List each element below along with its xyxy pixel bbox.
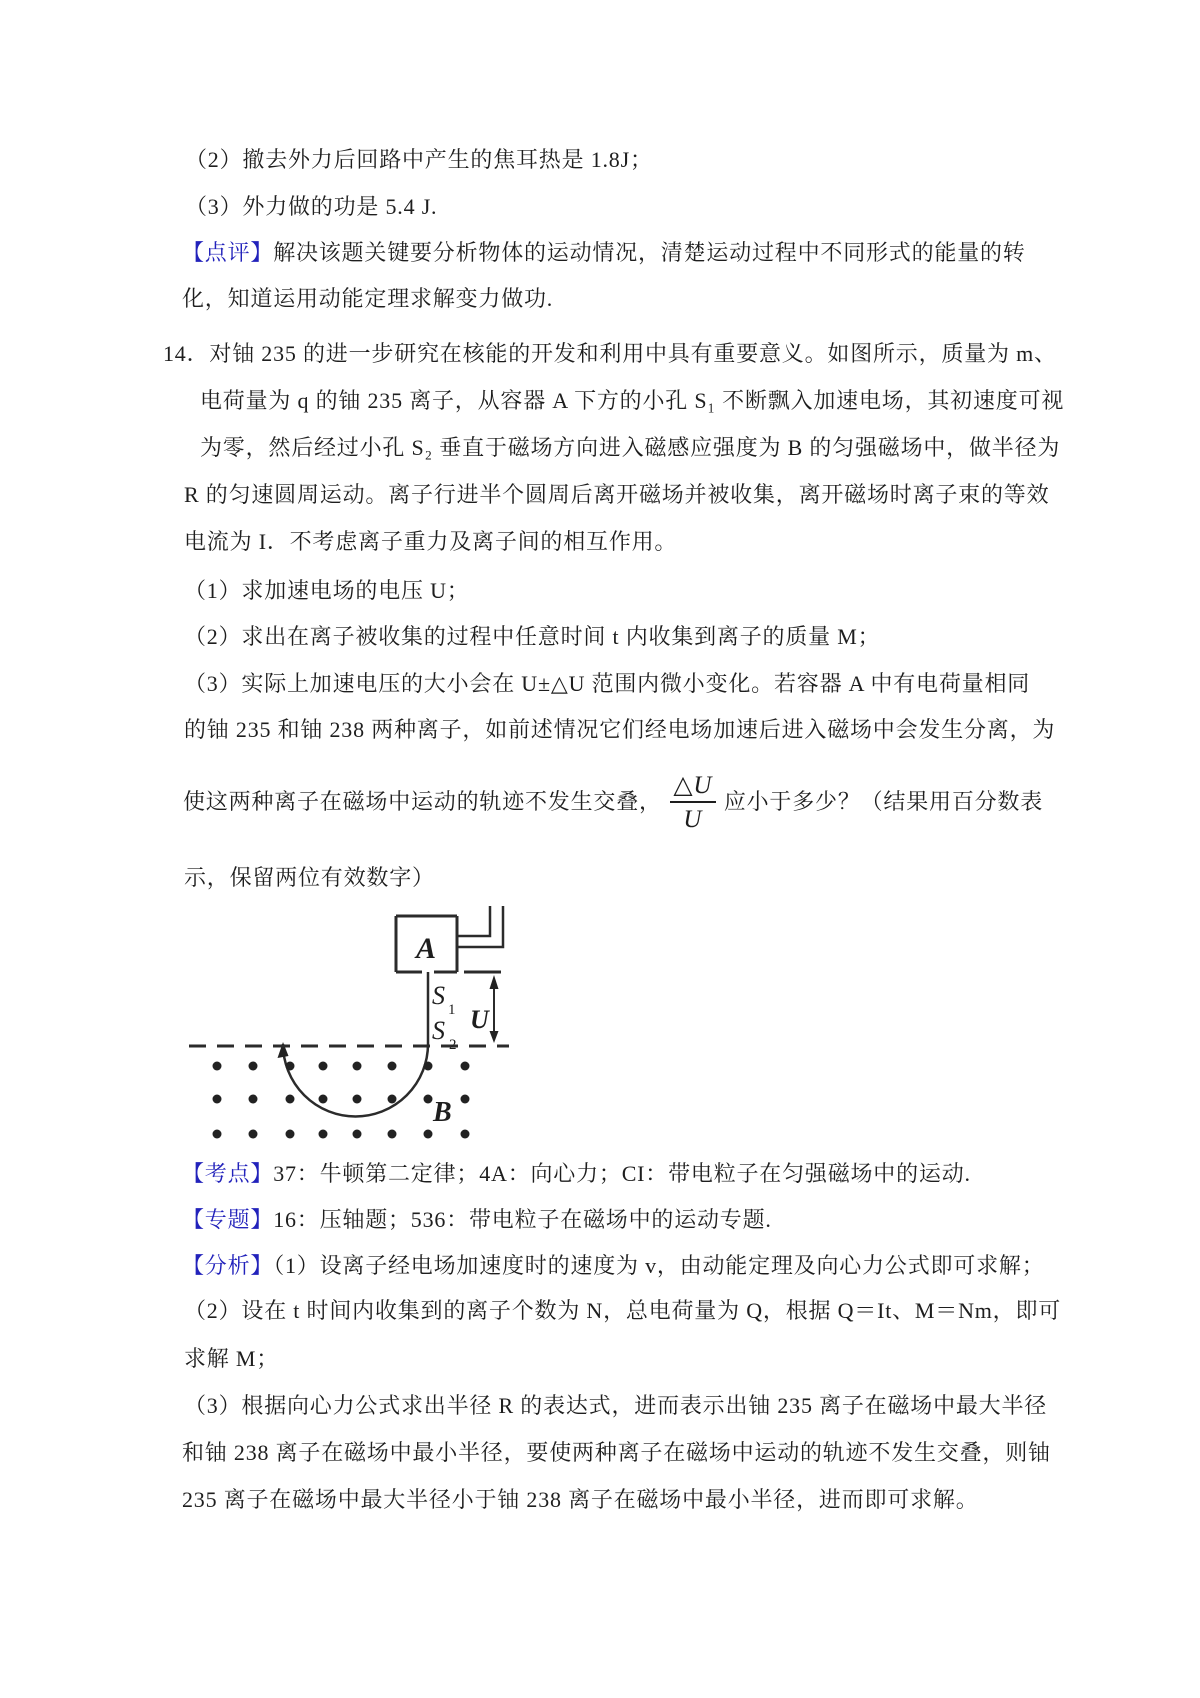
slit1-subscript: 1 [448,1002,456,1018]
feed-tube [458,906,503,947]
text-line-fenxi [182,1252,1045,1280]
text-line: 示，保留两位有效数字） [184,865,435,890]
text-line: （2）撤去外力后回路中产生的焦耳热是 1.8J； [185,147,653,172]
field-dots [213,1062,470,1139]
field-label: B [433,1097,452,1128]
text-line: 化，知道运用动能定理求解变力做功. [182,286,554,311]
fraction-denominator: U [683,805,703,833]
text-line-sub2: （2）求出在离子被收集的过程中任意时间 t 内收集到离子的质量 M； [184,624,881,649]
fraction-delta-u-over-u [670,773,716,832]
container-a-label: A [415,932,437,965]
comment-text: 解决该题关键要分析物体的运动情况，清楚运动过程中不同形式的能量的转 [273,240,1026,265]
text-line-kaodian [182,1160,971,1188]
slit2-subscript: 2 [449,1037,457,1053]
kaodian-tag: 【考点】 [182,1161,274,1186]
kaodian-text: 37：牛顿第二定律；4A：向心力；CI：带电粒子在匀强磁场中的运动. [273,1161,971,1186]
fraction-line-after: 应小于多少？（结果用百分数表 [723,789,1044,814]
comment-tag: 【点评】 [182,240,274,265]
text-line-sub3: （3）实际上加速电压的大小会在 U±△U 范围内微小变化。若容器 A 中有电荷量相同 [184,671,1031,696]
text-line-zhuanti [182,1206,772,1234]
text-line: R 的匀速圆周运动。离子行进半个圆周后离开磁场并被收集，离开磁场时离子束的等效 [184,482,1050,507]
slit1-label: S [432,981,445,1010]
exit-arrowhead [278,1042,289,1058]
text-line: 为零，然后经过小孔 S₂ 垂直于磁场方向进入磁感应强度为 B 的匀强磁场中，做半径为 [200,435,1061,460]
physics-diagram [183,898,515,1164]
fraction-line-before: 使这两种离子在磁场中运动的轨迹不发生交叠， [183,789,662,814]
voltage-label: U [470,1005,489,1034]
voltage-arrowhead-down [490,1031,499,1043]
voltage-arrowhead-up [490,975,499,989]
text-line: 的铀 235 和铀 238 两种离子，如前述情况它们经电场加速后进入磁场中会发生分离，为 [184,717,1056,742]
text-line: （3）外力做的功是 5.4 J. [185,194,438,219]
text-line-sub1: （1）求加速电场的电压 U； [184,578,470,603]
text-line-question-14: 14．对铀 235 的进一步研究在核能的开发和利用中具有重要意义。如图所示，质量为 m、 [163,341,1057,366]
fraction-numerator: △U [673,771,713,799]
text-line-with-fraction [183,760,1043,844]
fenxi-text: （1）设离子经电场加速度时的速度为 v，由动能定理及向心力公式即可求解； [273,1253,1045,1278]
text-line-comment [182,239,1026,267]
zhuanti-tag: 【专题】 [182,1207,274,1232]
text-line: 电流为 I．不考虑离子重力及离子间的相互作用。 [184,529,678,554]
text-line: 和铀 238 离子在磁场中最小半径，要使两种离子在磁场中运动的轨迹不发生交叠，则铀 [182,1440,1051,1465]
fenxi-tag: 【分析】 [182,1253,274,1278]
text-line: 电荷量为 q 的铀 235 离子，从容器 A 下方的小孔 S₁ 不断飘入加速电场，其初速度可视 [200,388,1065,413]
zhuanti-text: 16：压轴题；536：带电粒子在磁场中的运动专题. [273,1207,772,1232]
text-line: （2）设在 t 时间内收集到的离子个数为 N，总电荷量为 Q，根据 Q＝It、M＝Nm，即可 [184,1298,1062,1323]
text-line: 235 离子在磁场中最大半径小于铀 238 离子在磁场中最小半径，进而即可求解。 [182,1487,979,1512]
text-line: 求解 M； [184,1346,280,1371]
slit2-label: S [432,1016,445,1045]
text-line: （3）根据向心力公式求出半径 R 的表达式，进而表示出铀 235 离子在磁场中最大半径 [184,1393,1048,1418]
